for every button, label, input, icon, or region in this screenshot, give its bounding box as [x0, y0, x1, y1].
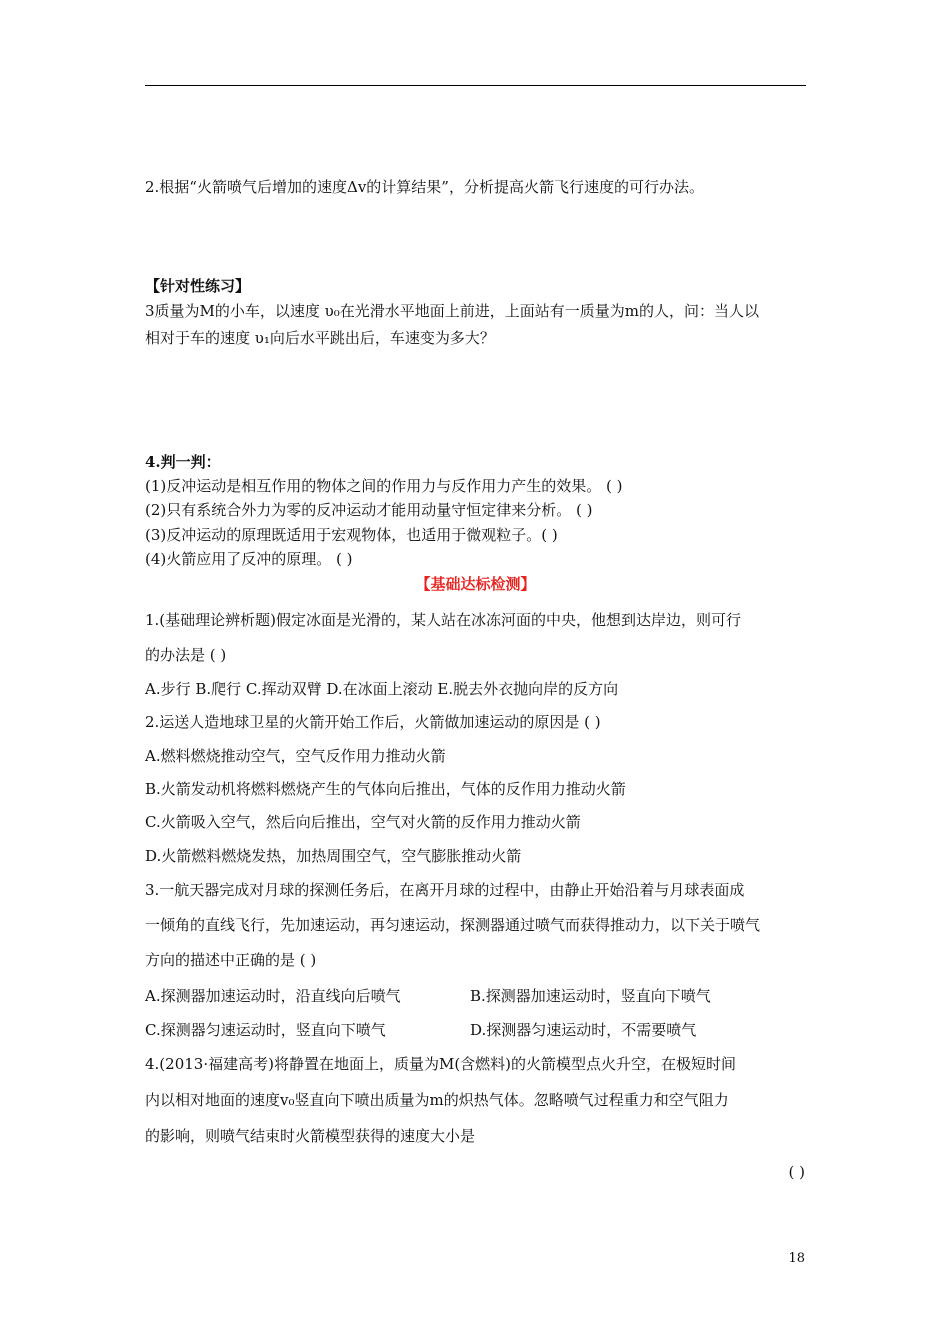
judge-heading: 4.判一判： [145, 453, 221, 471]
basic-test-heading: 【基础达标检测】 [415, 575, 536, 593]
test-q1-line2: 的办法是 ( ) [145, 646, 227, 664]
test-q3-option-d: D.探测器匀速运动时，不需要喷气 [470, 1021, 697, 1039]
test-q4-line1: 4.(2013·福建高考)将静置在地面上，质量为M(含燃料)的火箭模型点火升空，在极短时间 [145, 1055, 737, 1073]
test-q2-option-b: B.火箭发动机将燃料燃烧产生的气体向后推出，气体的反作用力推动火箭 [145, 780, 626, 798]
test-q3-line1: 3.一航天器完成对月球的探测任务后，在离开月球的过程中，由静止开始沿着与月球表面成 [145, 881, 745, 899]
judge-item-4: (4)火箭应用了反冲的原理。 ( ) [145, 550, 353, 568]
test-q4-line2: 内以相对地面的速度v₀竖直向下喷出质量为m的炽热气体。忽略喷气过程重力和空气阻力 [145, 1091, 729, 1109]
test-q2-option-a: A.燃料燃烧推动空气，空气反作用力推动火箭 [145, 747, 446, 765]
practice-q3-line2: 相对于车的速度 υ₁向后水平跳出后，车速变为多大？ [145, 329, 495, 347]
test-q3-option-c: C.探测器匀速运动时，竖直向下喷气 [145, 1021, 386, 1039]
judge-item-2: (2)只有系统合外力为零的反冲运动才能用动量守恒定律来分析。 ( ) [145, 501, 593, 519]
test-q4-answer-paren: ( ) [788, 1163, 805, 1181]
test-q2-option-c: C.火箭吸入空气，然后向后推出，空气对火箭的反作用力推动火箭 [145, 813, 581, 831]
targeted-practice-heading: 【针对性练习】 [145, 277, 251, 295]
test-q1-options: A.步行 B.爬行 C.挥动双臂 D.在冰面上滚动 E.脱去外衣抛向岸的反方向 [145, 680, 619, 698]
test-q1-line1: 1.(基础理论辨析题)假定冰面是光滑的，某人站在冰冻河面的中央，他想到达岸边，则可行 [145, 611, 742, 629]
test-q3-option-b: B.探测器加速运动时，竖直向下喷气 [470, 987, 711, 1005]
test-q2-option-d: D.火箭燃料燃烧发热，加热周围空气，空气膨胀推动火箭 [145, 847, 522, 865]
test-q3-line2: 一倾角的直线飞行，先加速运动，再匀速运动，探测器通过喷气而获得推动力，以下关于喷气 [145, 916, 761, 934]
test-q4-line3: 的影响，则喷气结束时火箭模型获得的速度大小是 [145, 1127, 476, 1145]
question-2-analysis: 2.根据“火箭喷气后增加的速度Δv的计算结果”，分析提高火箭飞行速度的可行办法。 [145, 178, 704, 196]
header-rule [145, 85, 806, 86]
page-number: 18 [788, 1251, 805, 1266]
judge-item-3: (3)反冲运动的原理既适用于宏观物体，也适用于微观粒子。( ) [145, 526, 558, 544]
test-q2-stem: 2.运送人造地球卫星的火箭开始工作后，火箭做加速运动的原因是 ( ) [145, 713, 601, 731]
test-q3-option-a: A.探测器加速运动时，沿直线向后喷气 [145, 987, 401, 1005]
practice-q3-line1: 3质量为M的小车，以速度 υ₀在光滑水平地面上前进，上面站有一质量为m的人，问：当人以 [145, 302, 760, 320]
test-q3-line3: 方向的描述中正确的是 ( ) [145, 951, 317, 969]
judge-item-1: (1)反冲运动是相互作用的物体之间的作用力与反作用力产生的效果。 ( ) [145, 477, 623, 495]
